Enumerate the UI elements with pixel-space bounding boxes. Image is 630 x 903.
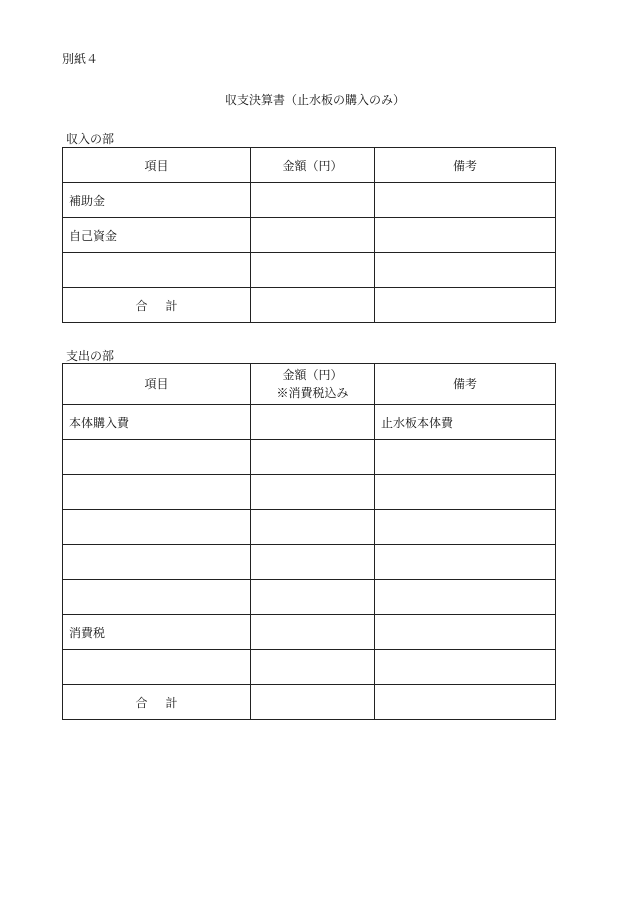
- column-header-amount: 金額（円）: [251, 148, 375, 183]
- amount-cell[interactable]: [251, 475, 375, 510]
- table-header-row: [63, 148, 556, 183]
- total-amount-cell[interactable]: [251, 685, 375, 720]
- column-header-amount-tax-note: ※消費税込み: [276, 386, 349, 400]
- item-cell[interactable]: [63, 475, 251, 510]
- table-row: [63, 475, 556, 510]
- item-cell[interactable]: [63, 510, 251, 545]
- note-cell[interactable]: [375, 580, 556, 615]
- total-row: [63, 685, 556, 720]
- table-row: [63, 405, 556, 440]
- total-label-text: 合計: [135, 695, 196, 710]
- amount-cell[interactable]: [251, 440, 375, 475]
- total-note-cell[interactable]: [375, 685, 556, 720]
- note-cell[interactable]: [375, 615, 556, 650]
- total-label-text: 合計: [135, 298, 196, 313]
- item-cell: 自己資金: [63, 218, 251, 253]
- item-cell[interactable]: [63, 580, 251, 615]
- income-table: [62, 147, 556, 323]
- item-cell[interactable]: [63, 253, 251, 288]
- note-cell: 止水板本体費: [375, 405, 556, 440]
- note-cell[interactable]: [375, 510, 556, 545]
- column-header-item: 項目: [63, 364, 251, 405]
- document-number: 別紙４: [62, 52, 99, 66]
- amount-cell[interactable]: [251, 253, 375, 288]
- table-row: [63, 650, 556, 685]
- table-row: [63, 545, 556, 580]
- column-header-amount: [251, 364, 375, 405]
- amount-cell[interactable]: [251, 545, 375, 580]
- item-cell[interactable]: [63, 650, 251, 685]
- total-note-cell[interactable]: [375, 288, 556, 323]
- note-cell[interactable]: [375, 440, 556, 475]
- expense-section-heading: 支出の部: [66, 349, 115, 363]
- table-row: [63, 440, 556, 475]
- table-row: [63, 615, 556, 650]
- amount-cell[interactable]: [251, 218, 375, 253]
- total-label: [63, 685, 251, 720]
- table-row: [63, 253, 556, 288]
- note-cell[interactable]: [375, 183, 556, 218]
- item-cell: 本体購入費: [63, 405, 251, 440]
- item-cell: 消費税: [63, 615, 251, 650]
- table-header-row: [63, 364, 556, 405]
- column-header-amount-label: 金額（円）: [282, 368, 343, 382]
- item-cell[interactable]: [63, 440, 251, 475]
- note-cell[interactable]: [375, 218, 556, 253]
- table-row: [63, 580, 556, 615]
- table-row: [63, 218, 556, 253]
- item-cell: 補助金: [63, 183, 251, 218]
- amount-cell[interactable]: [251, 510, 375, 545]
- total-label: [63, 288, 251, 323]
- table-row: [63, 510, 556, 545]
- column-header-note: 備考: [375, 364, 556, 405]
- amount-cell[interactable]: [251, 615, 375, 650]
- amount-cell[interactable]: [251, 650, 375, 685]
- note-cell[interactable]: [375, 650, 556, 685]
- note-cell[interactable]: [375, 475, 556, 510]
- note-cell[interactable]: [375, 253, 556, 288]
- amount-cell[interactable]: [251, 580, 375, 615]
- note-cell[interactable]: [375, 545, 556, 580]
- total-amount-cell[interactable]: [251, 288, 375, 323]
- column-header-note: 備考: [375, 148, 556, 183]
- page-title: 収支決算書（止水板の購入のみ）: [224, 93, 405, 107]
- total-row: [63, 288, 556, 323]
- amount-cell[interactable]: [251, 183, 375, 218]
- amount-cell[interactable]: [251, 405, 375, 440]
- column-header-item: 項目: [63, 148, 251, 183]
- item-cell[interactable]: [63, 545, 251, 580]
- expense-table: [62, 363, 556, 720]
- income-section-heading: 収入の部: [66, 132, 115, 146]
- table-row: [63, 183, 556, 218]
